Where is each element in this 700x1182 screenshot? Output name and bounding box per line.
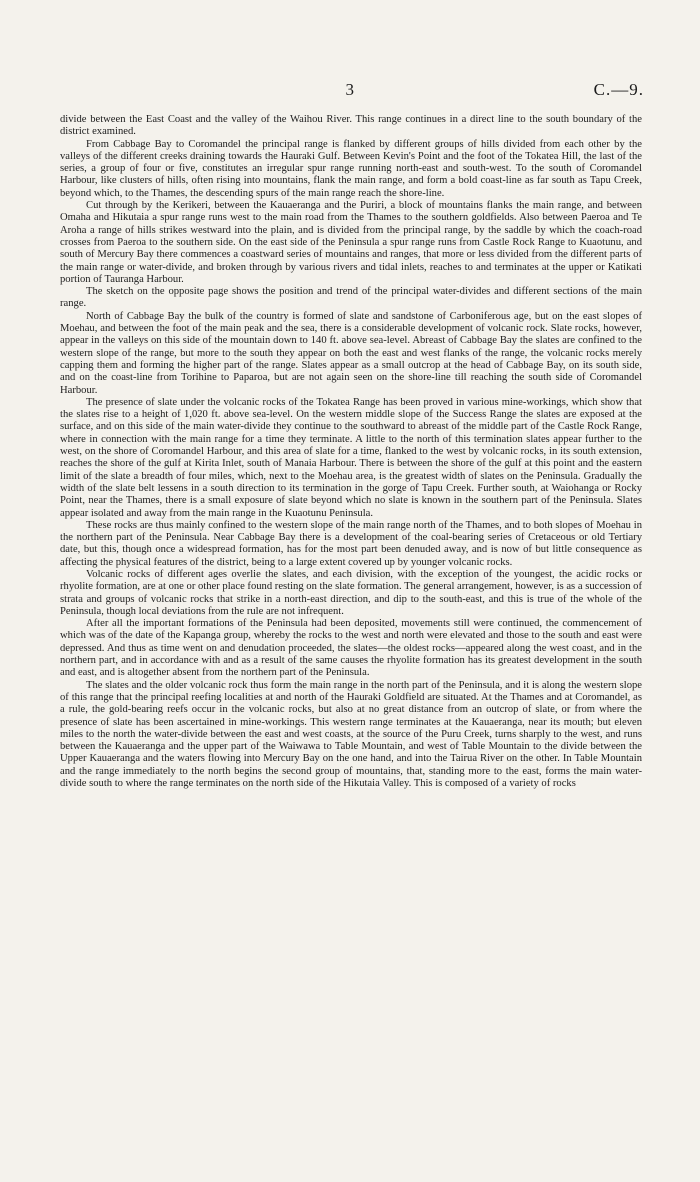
page-number: 3 bbox=[345, 80, 355, 99]
paragraph: divide between the East Coast and the valley of the Waihou River. This range continues in a direct line to the south boundary of the district examined. bbox=[60, 114, 642, 138]
paragraph: These rocks are thus mainly confined to the western slope of the main range north of the Thames, and to both slopes of Moehau in the northern part of the Peninsula. Near Cabbage Bay there is a development of the coal-bearing series of Cretaceous or old Tertiary date, but this, though once a widespread formation, has for the most part been denuded away, and is now of but little consequence as affecting the physical features of the district, being to a large extent covered up by younger volcanic rocks. bbox=[60, 519, 642, 568]
paragraph: North of Cabbage Bay the bulk of the country is formed of slate and sandstone of Carboniferous age, but on the east slopes of Moehau, and between the foot of the main peak and the sea, there is a considerable development of volcanic rock. Slate rocks, however, appear in the valleys on this side of the mountain down to 140 ft. above sea-level. Abreast of Cabbage Bay the slates are confined to the western slope of the range, but more to the south they appear on both the east and west flanks of the range, the volcanic rocks merely capping them and forming the higher part of the range. Slates appear as a small outcrop at the head of Cabbage Bay, on its south side, and on the coast-line from Torihine to Paparoa, but are not again seen on the shore-line till reaching the south side of Coromandel Harbour. bbox=[60, 310, 642, 396]
paragraph: After all the important formations of the Peninsula had been deposited, movements still were continued, the commencement of which was of the date of the Kapanga group, whereby the rocks to the west and north were elevated and those to the south and east were depressed. And thus as time went on and denudation proceeded, the slates—the oldest rocks—appeared along the west coast, and in the northern part, and in accordance with and as a result of the same causes the rhyolite formation has its greatest development in the south and east, and is altogether absent from the northern part of the Peninsula. bbox=[60, 618, 642, 679]
paragraph: Cut through by the Kerikeri, between the Kauaeranga and the Puriri, a block of mountains flanks the main range, and between Omaha and Hikutaia a spur range runs west to the main road from the Thames to the southern goldfields. Also between Paeroa and Te Aroha a range of hills strikes westward into the plain, and is divided from the principal range, by the saddle by which the coach-road crosses from Paeroa to the southern side. On the east side of the Peninsula a spur range runs from Castle Rock Range to Kuaotunu, and south of Mercury Bay there commences a coastward series of mountains and ranges, that more or less divided from the different parts of the main range or water-divide, and broken through by various rivers and tidal inlets, reaches to and terminates at the upper or Katikati portion of Tauranga Harbour. bbox=[60, 200, 642, 285]
body-text bbox=[60, 114, 642, 790]
paragraph: The slates and the older volcanic rock thus form the main range in the north part of the Peninsula, and it is along the western slope of this range that the principal reefing localities at and north of the Hauraki Goldfield are situated. At the Thames and at Coromandel, as a rule, the gold-bearing reefs occur in the volcanic rocks, but also at no great distance from an outcrop of slate, or from where the presence of slate has been ascertained in mine-workings. This western range terminates at the Kauaeranga, near its mouth; but eleven miles to the north the water-divide between the east and west coasts, at the source of the Puru Creek, turns sharply to the west, and runs between the Kauaeranga and the upper part of the Waiwawa to Table Mountain, and west of Table Mountain to the divide between the Upper Kauaeranga and the waters flowing into Mercury Bay on the one hand, and into the Tairua River on the other. In Table Mountain and the range immediately to the north begins the second group of mountains, that, standing more to the east, forms the main water-divide south to where the range terminates on the north side of the Hikutaia Valley. This is composed of a variety of rocks bbox=[60, 679, 642, 790]
paragraph: From Cabbage Bay to Coromandel the principal range is flanked by different groups of hills divided from each other by the valleys of the different creeks draining towards the Hauraki Gulf. Between Kevin's Point and the foot of the Tokatea Hill, the last of the series, a group of four or five, constitutes an irregular spur range running north-east and south-west. To the south of Coromandel Harbour, like clusters of hills, often rising into mountains, flank the main range, and form a bold coast-line as far south as Tapu Creek, beyond which, to the Thames, the descending spurs of the main range reach the shore-line. bbox=[60, 138, 642, 199]
paragraph: Volcanic rocks of different ages overlie the slates, and each division, with the exception of the youngest, the acidic rocks or rhyolite formation, are at one or other place found resting on the slate formation. The general arrangement, however, is as a succession of strata and groups of volcanic rocks that strike in a north-east direction, and dip to the south-east, and this is true of the whole of the Peninsula, though local deviations from the rule are not infrequent. bbox=[60, 568, 642, 617]
document-reference: C.—9. bbox=[593, 80, 644, 99]
paragraph: The presence of slate under the volcanic rocks of the Tokatea Range has been proved in various mine-workings, which show that the slates rise to a height of 1,020 ft. above sea-level. On the western middle slope of the Success Range the slates are exposed at the surface, and on this side of the main water-divide they continue to the southward to abreast of the middle part of the Castle Rock Range, where in connection with the main range for a time they terminate. A little to the north of this termination slates appear further to the west, on the shore of Coromandel Harbour, and this area of slate for a time, flanked to the west by volcanic rocks, in its south extension, reaches the shore of the gulf at Kirita Inlet, south of Manaia Harbour. There is between the shore of the gulf at this point and the eastern limit of the slate a breadth of four miles, which, next to the Moehau area, is the greatest width of slates on the Peninsula. Gradually the width of the slate belt lessens in a south direction to its termination in the gorge of Tapu Creek. Further south, at Waiohanga or Rocky Point, near the Thames, there is a small exposure of slate beyond which no slate is known in the southern part of the Peninsula. Slates appear isolated and away from the main range in the Kuaotunu Peninsula. bbox=[60, 396, 642, 519]
paragraph: The sketch on the opposite page shows the position and trend of the principal water-divides and different sections of the main range. bbox=[60, 286, 642, 310]
